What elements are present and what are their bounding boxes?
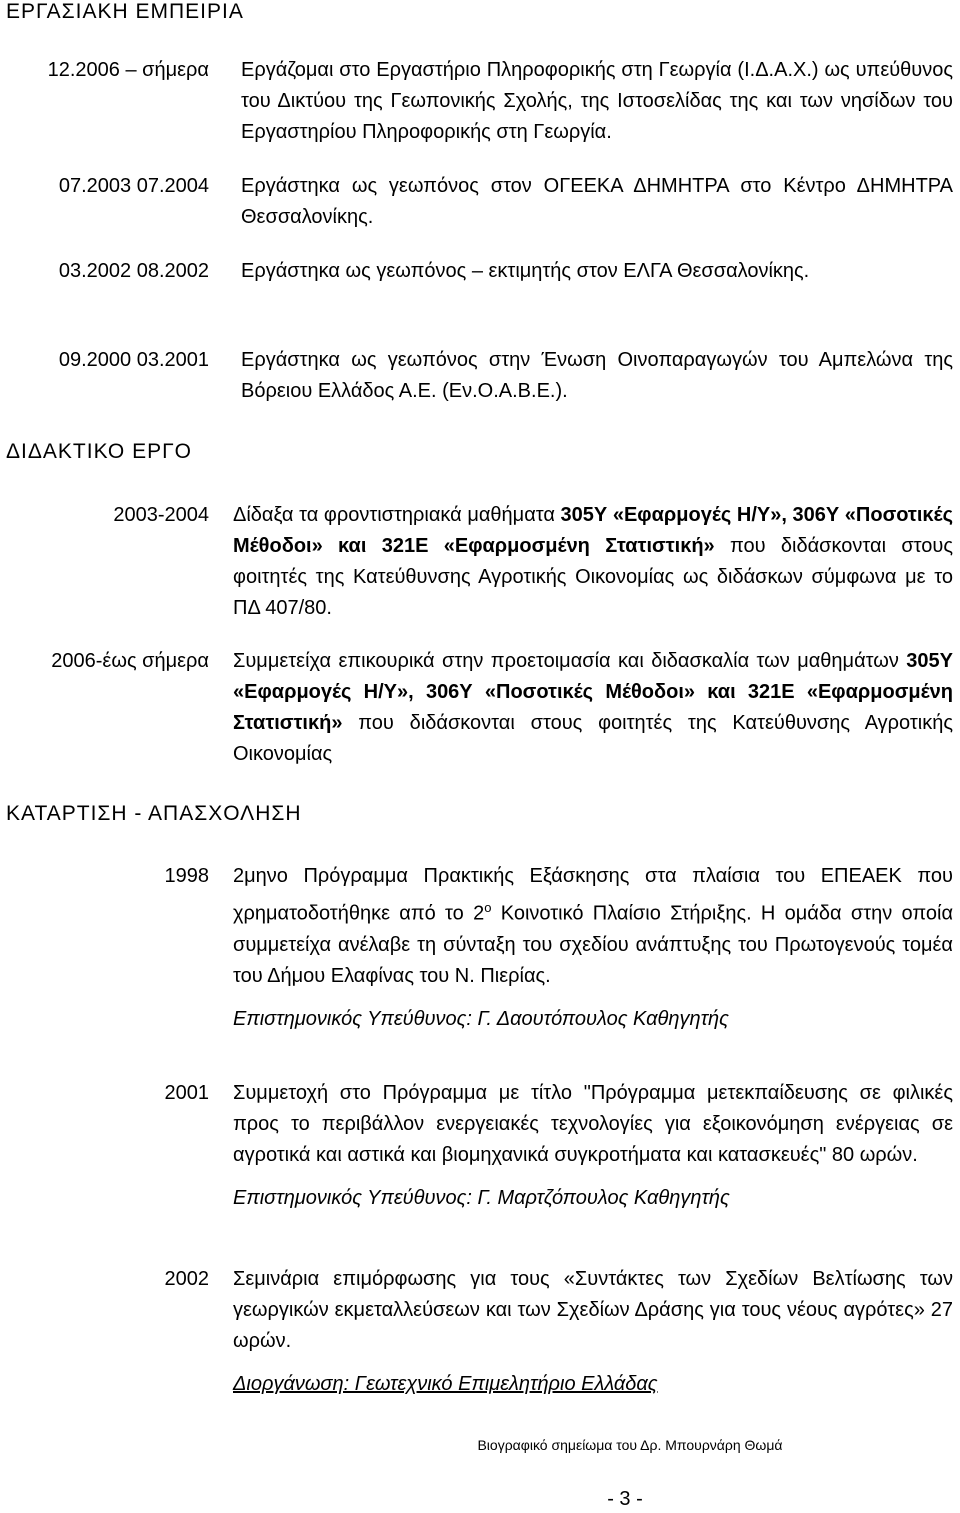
teaching-text-2-courses: 305Υ «Εφαρμογές Η/Υ», 306Υ «Ποσοτικές Μέθοδοι» και 321Ε «Εφαρμοσμένη Στατιστική» (233, 650, 953, 734)
work-text-1: Εργάζομαι στο Εργαστήριο Πληροφορικής στη Γεωργία (Ι.Δ.Α.Χ.) ως υπεύθυνος του Δικτύου της Γεωπονικής Σχολής, της Ιστοσελίδας της και των νησίδων του Εργαστηρίου Πληροφορικής στη Γεωργία. (241, 59, 953, 143)
training-note-1: Επιστημονικός Υπεύθυνος: Γ. Δαουτόπουλος Καθηγητής (233, 1007, 729, 1030)
teaching-text-2-a: Συμμετείχα επικουρικά στην προετοιμασία και διδασκαλία των μαθημάτων (233, 650, 907, 672)
teaching-text-1-courses: 305Υ «Εφαρμογές Η/Υ», 306Υ «Ποσοτικές Μέθοδοι» και 321Ε «Εφαρμοσμένη Στατιστική» (233, 504, 953, 557)
work-text-3: Εργάστηκα ως γεωπόνος – εκτιμητής στον ΕΛΓΑ Θεσσαλονίκης. (241, 260, 810, 282)
work-date-4: 09.2000 03.2001 (58, 349, 209, 371)
work-text-2: Εργάστηκα ως γεωπόνος στον ΟΓΕΕΚΑ ΔΗΜΗΤΡΑ στο Κέντρο ΔΗΜΗΤΡΑ Θεσσαλονίκης. (241, 175, 953, 228)
work-date-3: 03.2002 08.2002 (58, 260, 209, 282)
training-date-1: 1998 (164, 865, 209, 887)
training-text-1-sup: ο (484, 900, 492, 915)
teaching-date-1: 2003-2004 (113, 504, 209, 526)
section-title-teaching: ΔΙΔΑΚΤΙΚΟ ΕΡΓΟ (6, 440, 193, 463)
training-text-3-a: Σεμινάρια επιμόρφωσης για τους «Συντάκτες των Σχεδίων Βελτίωσης των γεωργικών εκμεταλλεύσεων και των Σχεδίων Δράσης για τους νέους αγρότες» 27 ωρών. (233, 1268, 953, 1352)
teaching-text-1-b: που διδάσκονται στους φοιτητές της Κατεύθυνσης Αγροτικής Οικονομίας ως διδάσκων σύμφωνα με το ΠΔ 407/80. (233, 535, 953, 619)
teaching-date-2: 2006-έως σήμερα (51, 650, 209, 672)
teaching-text-2 (233, 646, 953, 770)
training-text-3 (233, 1264, 953, 1400)
teaching-text-1 (233, 500, 953, 624)
teaching-text-1-a: Δίδαξα τα φροντιστηριακά μαθήματα (233, 504, 561, 526)
training-text-2-a: Συμμετοχή στο Πρόγραμμα με τίτλο "Πρόγραμμα μετεκπαίδευσης σε φιλικές προς το περιβάλλον ενεργειακές τεχνολογίες για εξοικονόμηση ενέργειας σε αγροτικά και αστικά και βιομηχανικά συγκροτήματα και κατασκευές" 80 ωρών. (233, 1082, 953, 1166)
work-date-1: 12.2006 – σήμερα (47, 59, 209, 81)
training-text-1-b: Κοινοτικό Πλαίσιο Στήριξης. Η ομάδα στην οποία συμμετείχα ανέλαβε τη σύνταξη του σχεδίου ανάπτυξης του Πρωτογενούς τομέα του Δήμου Ελαφίνας του Ν. Πιερίας. (233, 902, 954, 987)
section-title-work: ΕΡΓΑΣΙΑΚΗ ΕΜΠΕΙΡΙΑ (6, 0, 244, 23)
training-note-3: Διοργάνωση: Γεωτεχνικό Επιμελητήριο Ελλάδας (233, 1373, 658, 1395)
training-date-3: 2002 (164, 1268, 209, 1290)
teaching-text-2-b: που διδάσκονται στους φοιτητές της Κατεύθυνσης Αγροτικής Οικονομίας (233, 712, 953, 765)
training-text-2 (233, 1078, 953, 1214)
section-title-training: ΚΑΤΑΡΤΙΣΗ - ΑΠΑΣΧΟΛΗΣΗ (6, 802, 302, 825)
training-text-1 (233, 861, 953, 1035)
training-date-2: 2001 (164, 1082, 209, 1104)
work-date-2: 07.2003 07.2004 (58, 175, 209, 197)
training-note-2: Επιστημονικός Υπεύθυνος: Γ. Μαρτζόπουλος Καθηγητής (233, 1187, 730, 1209)
page-number: - 3 - (607, 1488, 643, 1510)
training-text-1-a: 2μηνο Πρόγραμμα Πρακτικής Εξάσκησης στα πλαίσια του ΕΠΕΑΕΚ που χρηματοδοτήθηκε από το 2 (233, 865, 953, 925)
work-text-4: Εργάστηκα ως γεωπόνος στην Ένωση Οινοπαραγωγών του Αμπελώνα της Βόρειου Ελλάδος Α.Ε. (Εν.Ο.Α.Β.Ε.). (241, 349, 953, 402)
footer-text: Βιογραφικό σημείωμα του Δρ. Μπουρνάρη Θωμά (477, 1437, 783, 1453)
